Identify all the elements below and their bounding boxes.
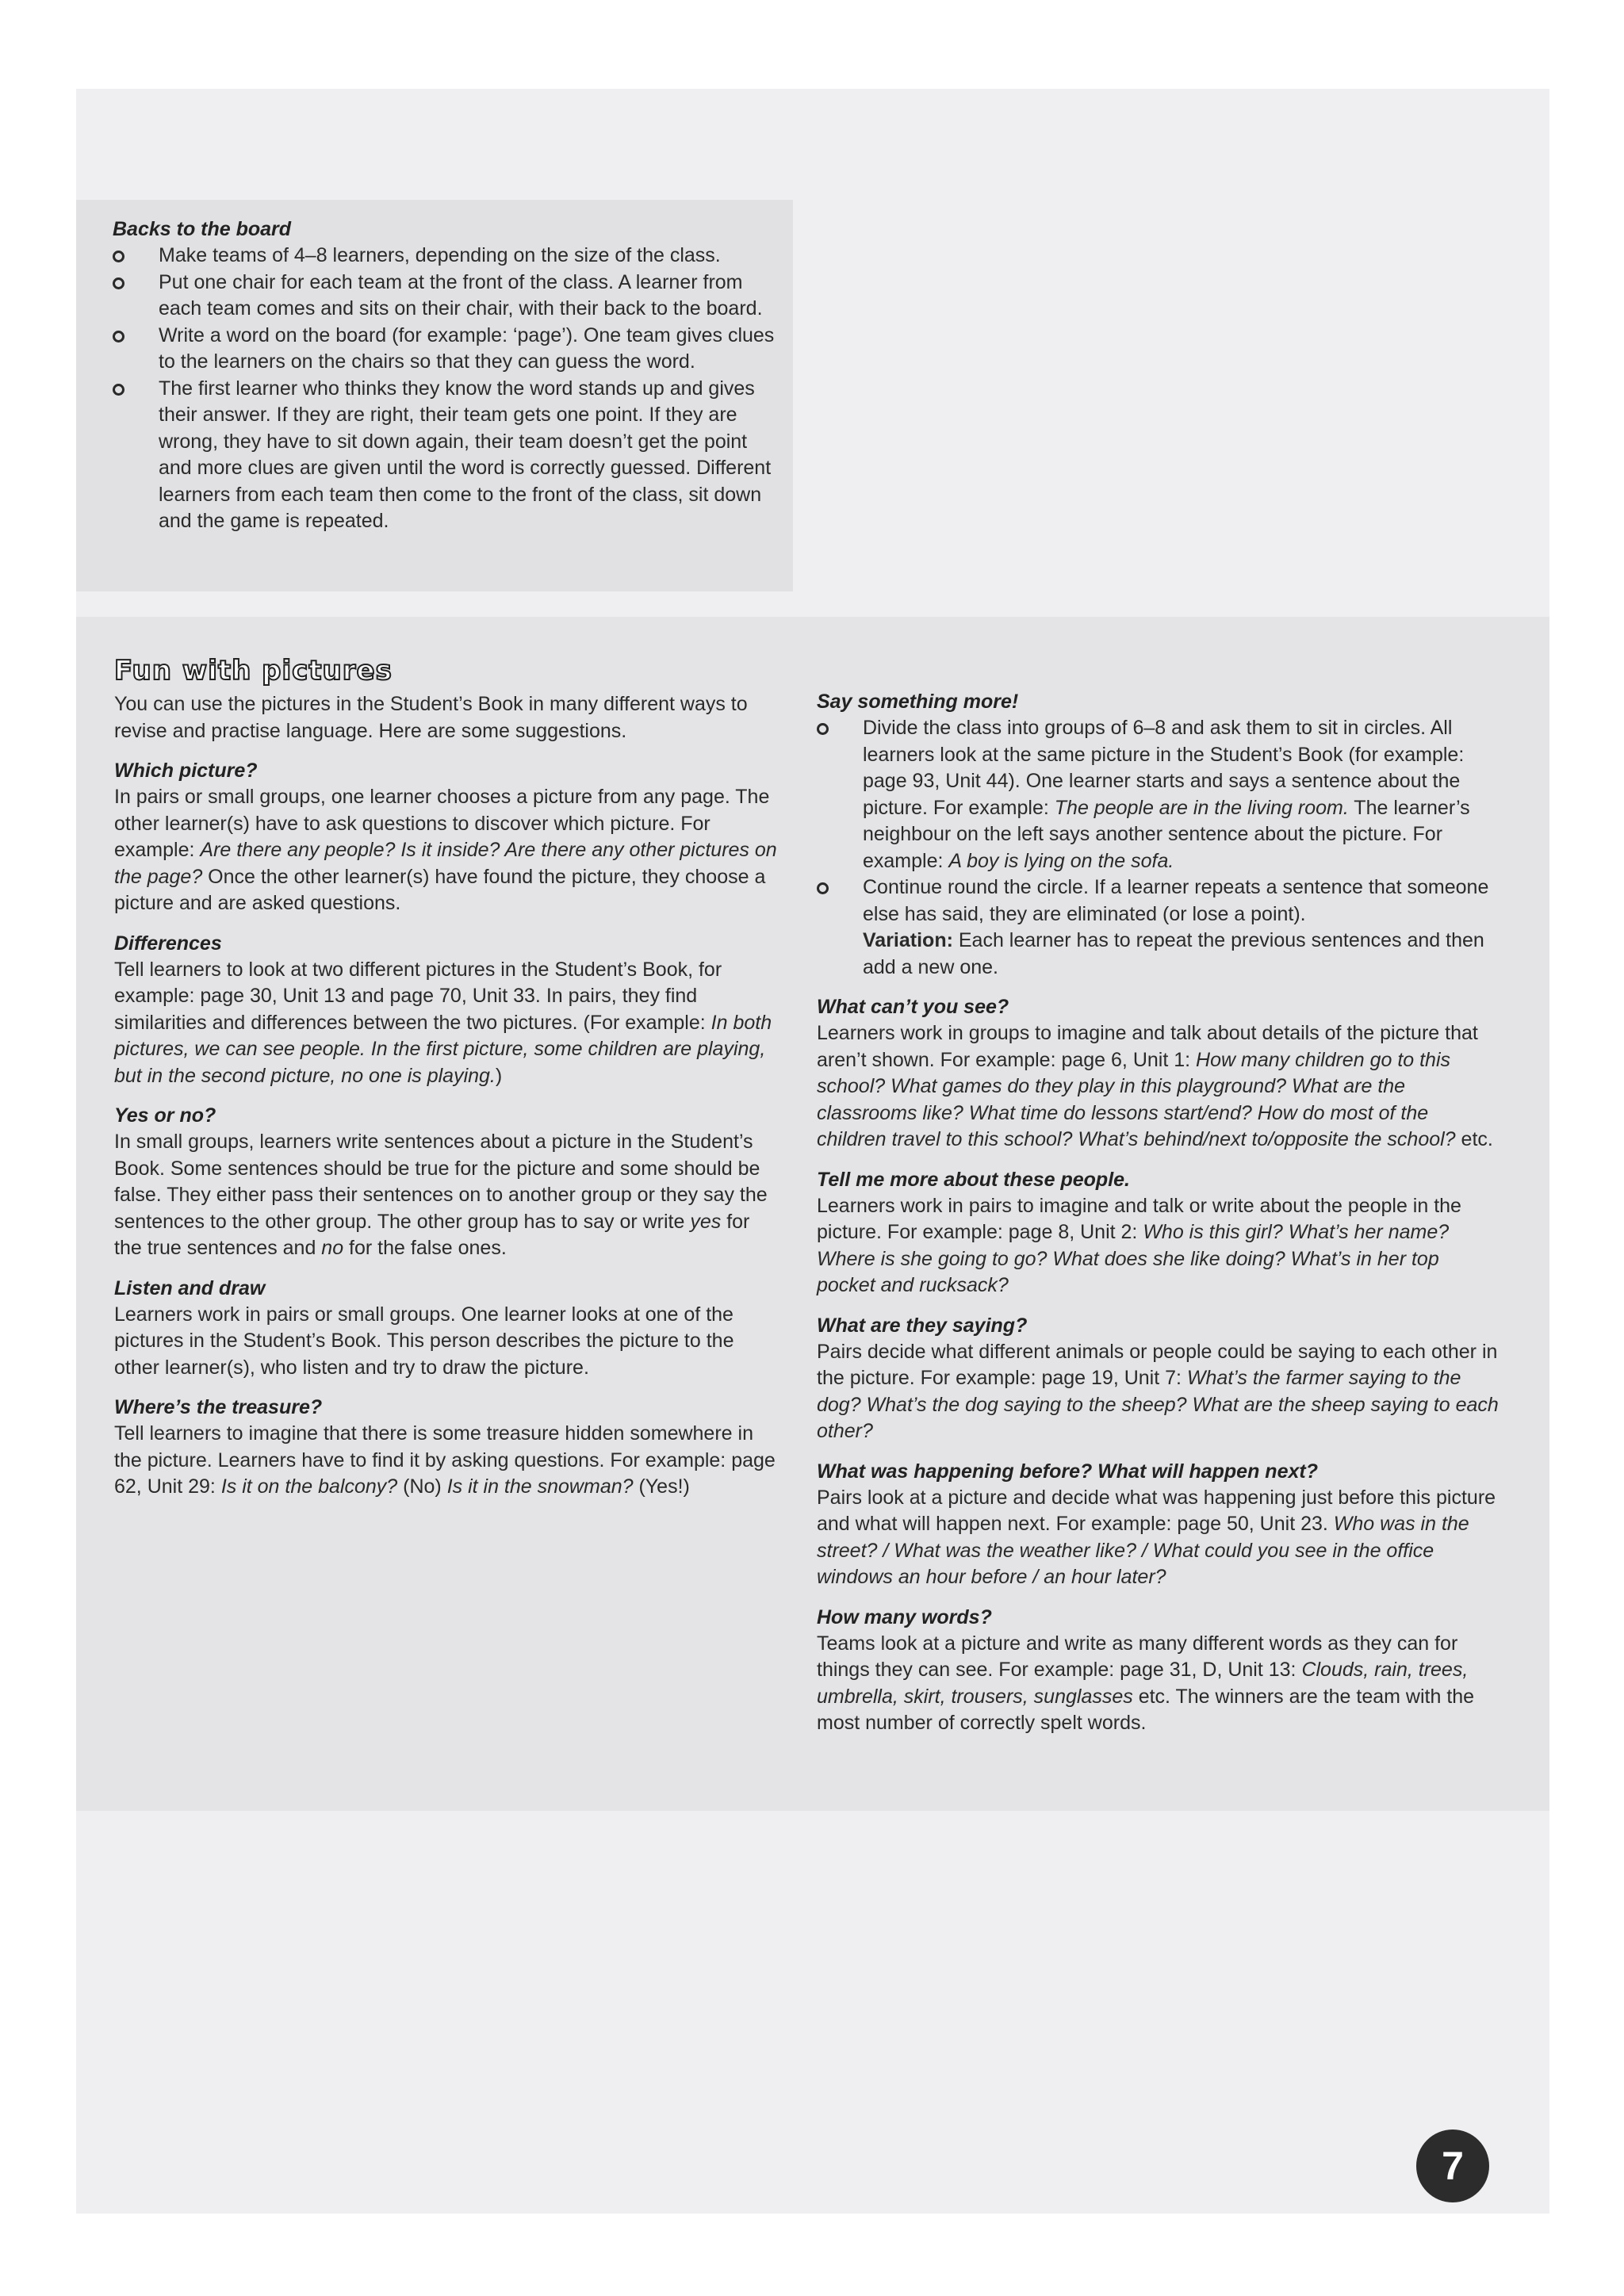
section-title-say-something-more: Say something more! — [817, 691, 1019, 713]
section-title-wheres-the-treasure: Where’s the treasure? — [114, 1396, 323, 1418]
section-title-what-was-happening: What was happening before? What will happen next? — [817, 1460, 1318, 1483]
bullet-circle-icon — [817, 723, 829, 735]
backs-to-board-section — [113, 216, 779, 535]
wheres-the-treasure-text: Tell learners to imagine that there is some treasure hidden somewhere in the picture. Learners have to find it by asking questions. For example: page 62, Unit 29: Is it on the balcony? (No) Is it in the snowman? (Yes!) — [114, 1422, 776, 1498]
which-picture-text: In pairs or small groups, one learner chooses a picture from any page. The other learner(s) have to ask questions to discover which picture. For example: Are there any people? Is it inside? Are there any other pictures on the page? Once the other learner(s) have found the picture, they choose a picture and are asked questions. — [114, 786, 777, 914]
list-item: Put one chair for each team at the front of the class. A learner from each team comes and sits on their chair, with their back to the board. — [113, 270, 779, 323]
bullet-circle-icon — [113, 384, 124, 396]
left-column — [114, 655, 780, 1501]
differences-text: Tell learners to look at two different pictures in the Student’s Book, for example: page 30, Unit 13 and page 70, Unit 33. In pairs, they find similarities and differences between the two pictures. (For example: In both pictures, we can see people. In the first picture, some children are playing, but in the second picture, no one is playing.) — [114, 958, 772, 1087]
section-title-how-many-words: How many words? — [817, 1605, 992, 1628]
list-item: Write a word on the board (for example: ‘page’). One team gives clues to the learners on the chairs so that they can guess the word. — [113, 323, 779, 376]
list-item: Make teams of 4–8 learners, depending on the size of the class. — [113, 243, 779, 270]
listen-and-draw-text: Learners work in pairs or small groups. One learner looks at one of the pictures in the Student’s Book. This person describes the picture to the other learner(s), who listen and try to draw the picture. — [114, 1303, 734, 1379]
right-column — [817, 688, 1499, 1737]
bullet-circle-icon — [113, 277, 124, 289]
section-title-listen-and-draw: Listen and draw — [114, 1276, 266, 1299]
bullet-circle-icon — [817, 882, 829, 894]
list-item: Divide the class into groups of 6–8 and ask them to sit in circles. All learners look at the same picture in the Student’s Book (for example: page 93, Unit 44). One learner starts and says a sentence about the picture. For example: The people are in the living room. The learner’s neighbour on the left says another sentence about the picture. For example: A boy is lying on the sofa. — [817, 715, 1499, 874]
fun-with-pictures-heading: Fun with pictures — [114, 655, 393, 687]
what-was-happening-text: Pairs look at a picture and decide what was happening just before this picture and what will happen next. For example: page 50, Unit 23. Who was in the street? / What was the weather like? / What could you see in the office windows an hour before / an hour later? — [817, 1486, 1496, 1588]
yes-or-no-text: In small groups, learners write sentences about a picture in the Student’s Book. Some sentences should be true for the picture and some should be false. They either pass their sentences on to another group or they say the sentences to the other group. The other group has to say or write yes for the true sentences and no for the false ones. — [114, 1131, 768, 1259]
bullet-circle-icon — [113, 331, 124, 342]
section-title-differences: Differences — [114, 932, 222, 955]
say-something-more-list — [817, 715, 1499, 981]
list-item: Continue round the circle. If a learner repeats a sentence that someone else has said, they are eliminated (or lose a point). Variation: Each learner has to repeat the previous sentences and then add a new one. — [817, 874, 1499, 981]
bullet-circle-icon — [113, 251, 124, 262]
how-many-words-text: Teams look at a picture and write as many different words as they can for things they can see. For example: page 31, D, Unit 13: Clouds, rain, trees, umbrella, skirt, trousers, sunglasses etc. The winners are the team with the most number of correctly spelt words. — [817, 1632, 1475, 1734]
section-title-yes-or-no: Yes or no? — [114, 1104, 216, 1127]
section-title-which-picture: Which picture? — [114, 760, 258, 782]
tell-me-more-text: Learners work in pairs to imagine and talk or write about the people in the picture. For example: page 8, Unit 2: Who is this girl? What’s her name? Where is she going to go? What does she like doing? What’s in her top pocket and rucksack? — [817, 1194, 1461, 1296]
what-are-they-saying-text: Pairs decide what different animals or people could be saying to each other in the picture. For example: page 19, Unit 7: What’s the farmer saying to the dog? What’s the dog saying to the sheep? What are the sheep saying to each other? — [817, 1340, 1499, 1442]
backs-to-board-list — [113, 243, 779, 535]
section-title-backs-to-board: Backs to the board — [113, 218, 292, 240]
page-number-badge: 7 — [1416, 2130, 1489, 2202]
section-title-what-cant-you-see: What can’t you see? — [817, 996, 1009, 1018]
variation-label: Variation: — [863, 929, 953, 951]
intro-text: You can use the pictures in the Student’s Book in many different ways to revise and practise language. Here are some suggestions. — [114, 693, 748, 742]
section-title-what-are-they-saying: What are they saying? — [817, 1314, 1028, 1337]
list-item: The first learner who thinks they know the word stands up and gives their answer. If they are right, their team gets one point. If they are wrong, they have to sit down again, their team doesn’t get the point and more clues are given until the word is correctly guessed. Different learners from each team then come to the front of the class, sit down and the game is repeated. — [113, 376, 779, 535]
section-title-tell-me-more: Tell me more about these people. — [817, 1168, 1130, 1191]
what-cant-you-see-text: Learners work in groups to imagine and talk about details of the picture that aren’t shown. For example: page 6, Unit 1: How many children go to this school? What games do they play in this playground? What are the classrooms like? What time do lessons start/end? How do most of the children travel to this school? What’s behind/next to/opposite the school? etc. — [817, 1022, 1493, 1150]
